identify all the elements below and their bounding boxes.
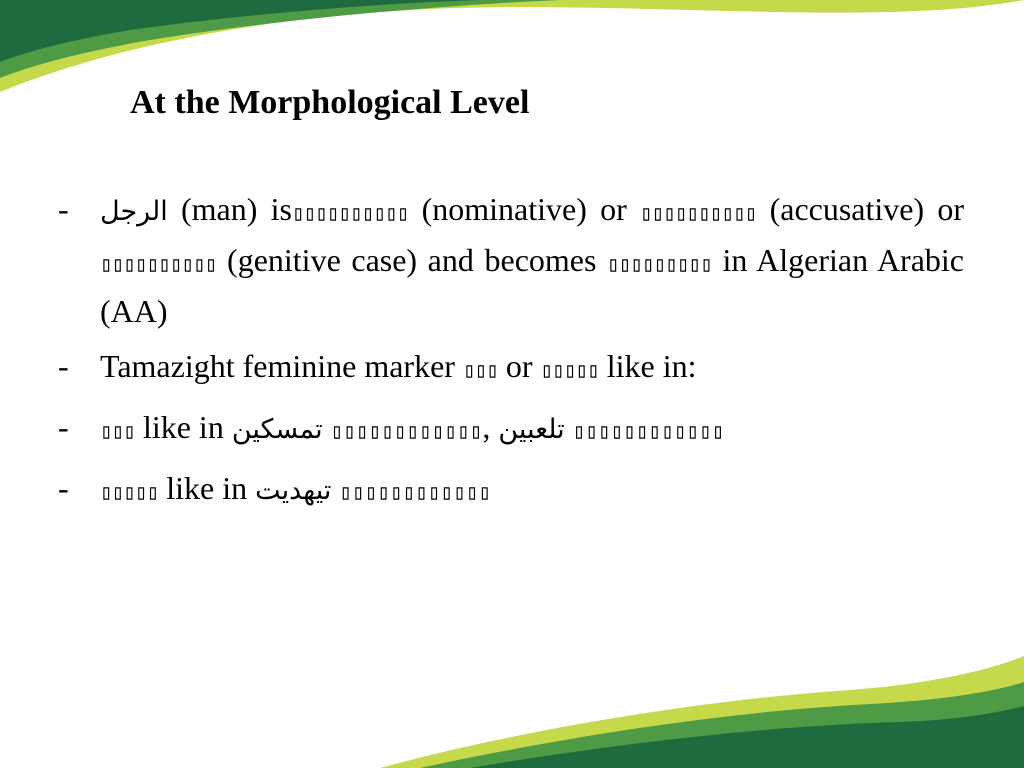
bullet-dash: - <box>58 409 69 445</box>
missing-glyph-text: ▯▯▯▯▯▯▯▯▯ <box>607 252 712 276</box>
missing-glyph-text: ▯▯▯ <box>462 358 498 382</box>
bullet-dash: - <box>58 348 69 384</box>
missing-glyph-text: ▯▯▯▯▯▯▯▯▯▯ <box>100 252 217 276</box>
bullet-item-3 <box>58 404 964 455</box>
arabic-word: تمسكين <box>231 414 323 445</box>
bullet-text: in Algerian Arabic (AA) <box>100 242 965 329</box>
bullet-text: , <box>482 409 499 445</box>
arabic-word: تيهديت <box>255 475 332 506</box>
bullet-text: Tamazight feminine marker <box>100 348 463 384</box>
missing-glyph-text: ▯▯▯▯▯▯▯▯▯▯▯▯ <box>330 419 483 443</box>
missing-glyph-text: ▯▯▯▯▯ <box>100 480 159 504</box>
missing-glyph-text: ▯▯▯ <box>100 419 135 443</box>
bullet-text: or <box>497 348 541 384</box>
bullet-text: (man) is <box>167 191 292 227</box>
bullet-item-4 <box>58 465 964 516</box>
arabic-word: تلعبين <box>498 414 565 445</box>
bottom-swoosh <box>380 656 1024 768</box>
bullet-list <box>58 186 964 516</box>
missing-glyph-text: ▯▯▯▯▯ <box>540 358 599 382</box>
missing-glyph-text: ▯▯▯▯▯▯▯▯▯▯ <box>291 201 409 225</box>
missing-glyph-text: ▯▯▯▯▯▯▯▯▯▯ <box>639 201 757 225</box>
bullet-text: like in: <box>598 348 697 384</box>
slide-title: At the Morphological Level <box>130 84 530 121</box>
bullet-dash: - <box>58 191 69 227</box>
top-swoosh <box>0 0 1024 92</box>
arabic-word: الرجل <box>100 196 168 227</box>
bullet-text: (accusative) or <box>756 191 965 227</box>
bullet-text: (genitive case) and becomes <box>216 242 608 278</box>
bullet-item-2 <box>58 343 964 394</box>
bullet-item-1 <box>58 186 964 335</box>
bullet-dash: - <box>58 470 69 506</box>
bullet-text: (nominative) or <box>408 191 640 227</box>
bullet-text: like in <box>134 409 232 445</box>
missing-glyph-text: ▯▯▯▯▯▯▯▯▯▯▯▯ <box>339 480 492 504</box>
missing-glyph-text: ▯▯▯▯▯▯▯▯▯▯▯▯ <box>572 419 725 443</box>
bullet-text: like in <box>158 470 256 506</box>
